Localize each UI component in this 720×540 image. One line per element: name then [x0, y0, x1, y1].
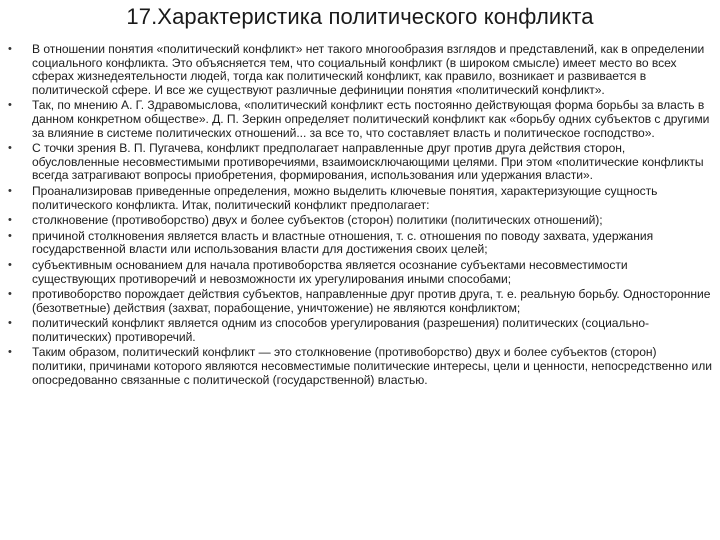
bullet-item — [8, 214, 712, 228]
bullet-item — [8, 43, 712, 97]
bullet-icon: • — [8, 214, 12, 227]
bullet-text: причиной столкновения является власть и властные отношения, т. с. отношения по поводу захвата, удержания государственной власти или использования власти для достижения своих целей; — [32, 228, 654, 257]
bullet-item — [8, 346, 712, 387]
bullet-text: противоборство порождает действия субъектов, направленные друг против друга, т. е. реальную борьбу. Односторонние (безответные) действия (захват, порабощение, уничтожение) не являются конфликтом; — [32, 287, 711, 315]
slide-title: 17.Характеристика политического конфликта — [126, 4, 594, 29]
bullet-text: Так, по мнению А. Г. Здравомыслова, «политический конфликт есть постоянно действующая форма борьбы за власть в данном конкретном обществе». Д. П. Зеркин определяет политический конфликт как «борьбу одних субъектов с другими за влияние в системе политических отношений... за все то, что составляет власть и политическое господство». — [32, 98, 710, 140]
bullet-item — [8, 230, 712, 257]
bullet-text: Таким образом, политический конфликт — это столкновение (противоборство) двух и более субъектов (сторон) политики, причинами которого являются несовместимые политические интересы, цели и ценности, непосредственно или опосредованно связанные с политической (государственной) властью. — [32, 345, 712, 387]
bullet-icon: • — [8, 346, 12, 359]
bullet-icon: • — [8, 184, 12, 197]
bullet-item — [8, 259, 712, 286]
bullet-icon: • — [8, 288, 12, 301]
bullet-list — [8, 43, 712, 389]
bullet-icon: • — [8, 258, 12, 271]
bullet-icon: • — [8, 229, 12, 242]
bullet-item — [8, 317, 712, 344]
bullet-icon: • — [8, 43, 12, 55]
bullet-text: субъективным основанием для начала противоборства является осознание субъектами несовместимости существующих противоречий и невозможности их урегулирования иными способами; — [32, 257, 628, 286]
bullet-text: Проанализировав приведенные определения, можно выделить ключевые понятия, характеризующие сущность политического конфликта. Итак, политический конфликт предполагает: — [32, 183, 658, 212]
bullet-text: политический конфликт является одним из способов урегулирования (разрешения) политических (социально-политических) противоречий. — [32, 316, 649, 344]
bullet-text: С точки зрения В. П. Пугачева, конфликт предполагает направленные друг против друга действия сторон, обусловленные несовместимыми противоречиями, взаимоисключающими целями. При этом «политические конфликты всегда затрагивают вопросы приобретения, формирования, использования или удержания власти». — [32, 141, 704, 183]
bullet-icon: • — [8, 142, 12, 155]
bullet-icon: • — [8, 99, 12, 112]
bullet-text: столкновение (противоборство) двух и более субъектов (сторон) политики (политических отношений); — [32, 213, 603, 228]
bullet-item — [8, 142, 712, 183]
bullet-text: В отношении понятия «политический конфликт» нет такого многообразия взглядов и представлений, как в определении социального конфликта. Это объясняется тем, что социальный конфликт (в широком смысле) имеет место во всех сферах жизнедеятельности людей, тогда как политический конфликт, как правило, возникает и развивается в политической сфере. И все же существуют различные дефиниции понятия «политический конфликт». — [32, 42, 705, 97]
bullet-icon: • — [8, 317, 12, 330]
bullet-item — [8, 288, 712, 315]
bullet-item — [8, 99, 712, 140]
bullet-item — [8, 185, 712, 212]
